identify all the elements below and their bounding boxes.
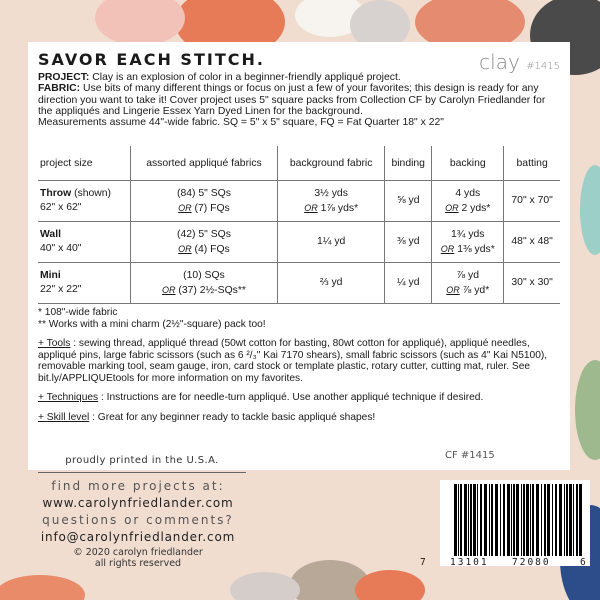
project-label: PROJECT: bbox=[38, 72, 90, 83]
or-label: OR bbox=[178, 243, 192, 254]
instructions-panel bbox=[28, 42, 570, 470]
barcode-bar bbox=[526, 484, 529, 556]
background-cell: 1¼ yd bbox=[278, 222, 385, 263]
skill-text: : Great for any beginner ready to tackle basic appliqué shapes! bbox=[92, 411, 376, 423]
or-label: OR bbox=[440, 243, 455, 254]
barcode-bar bbox=[521, 484, 522, 556]
plus-sign: + bbox=[38, 338, 44, 349]
footnotes bbox=[38, 307, 560, 330]
backing-alt: 2 yds* bbox=[461, 202, 491, 214]
backing-cell bbox=[432, 181, 504, 222]
pattern-code: #1415 bbox=[526, 61, 560, 72]
barcode-bar bbox=[516, 484, 519, 556]
applique-main: (10) SQs bbox=[183, 269, 225, 281]
or-label: OR bbox=[445, 202, 459, 213]
backing-alt: 1⅜ yds* bbox=[457, 243, 495, 255]
size-name: Throw bbox=[40, 188, 72, 199]
or-label: OR bbox=[304, 202, 318, 213]
background-cell bbox=[278, 181, 385, 222]
teal-patch bbox=[580, 165, 600, 255]
barcode-bar bbox=[495, 484, 498, 556]
header-background: background fabric bbox=[278, 146, 385, 181]
barcode-bar bbox=[552, 484, 553, 556]
barcode-check: 6 bbox=[580, 557, 586, 568]
project-text: Clay is an explosion of color in a beginner-friendly appliqué project. bbox=[92, 72, 401, 83]
barcode-bar bbox=[491, 484, 493, 556]
batting-cell: 48" x 48" bbox=[504, 222, 560, 263]
barcode-bar bbox=[579, 484, 582, 556]
barcode-bar bbox=[576, 484, 578, 556]
find-more-label: find more projects at: bbox=[51, 479, 225, 493]
barcode-bar bbox=[530, 484, 531, 556]
backing-main: 1¾ yds bbox=[451, 228, 485, 240]
backing-main: ⅞ yd bbox=[456, 269, 480, 281]
barcode-left: 13101 bbox=[450, 557, 489, 568]
binding-cell: ⅝ yd bbox=[385, 181, 432, 222]
cf-code: CF #1415 bbox=[445, 450, 495, 461]
footnote-1: * 108"-wide fabric bbox=[38, 307, 118, 318]
tools-text: : sewing thread, appliqué thread (50wt cotton for basting, 80wt cotton for appliqué), appliqué needles, appliqué pins, large fabric scissors (such as 6 ²/₃" Kai 7170 shears), small fabric scissors (such as 4" Kai N5100), removable marking tool, seam gauge, iron, card stock or template plastic, rotary cutter, cutting mat, ruler. See bit.ly/APPLIQUEtools for more information on my favorites. bbox=[38, 338, 548, 384]
questions-label: questions or comments? bbox=[42, 513, 234, 527]
plus-sign: + bbox=[38, 411, 44, 423]
pattern-name bbox=[479, 50, 560, 74]
barcode-bar bbox=[523, 484, 525, 556]
background-alt: 1⅞ yds* bbox=[320, 202, 359, 214]
or-label: OR bbox=[446, 284, 460, 295]
barcode-bar bbox=[511, 484, 512, 556]
size-dimensions: 62" x 62" bbox=[40, 202, 82, 213]
size-dimensions: 40" x 40" bbox=[40, 243, 82, 254]
size-cell bbox=[38, 222, 130, 263]
barcode-bar bbox=[470, 484, 472, 556]
backing-alt: ⅞ yd* bbox=[462, 284, 490, 296]
batting-cell: 30" x 30" bbox=[504, 263, 560, 304]
barcode-bar bbox=[460, 484, 462, 556]
email-link[interactable]: info@carolynfriedlander.com bbox=[40, 530, 236, 544]
tools-label: Tools bbox=[46, 338, 71, 349]
brand-title: SAVOR EACH STITCH. bbox=[38, 50, 265, 69]
barcode-bar bbox=[564, 484, 565, 556]
barcode-bar bbox=[566, 484, 568, 556]
barcode-bar bbox=[473, 484, 476, 556]
size-cell bbox=[38, 181, 130, 222]
size-name: Wall bbox=[40, 229, 61, 240]
applique-alt: (7) FQs bbox=[194, 202, 230, 214]
barcode-bar bbox=[489, 484, 490, 556]
header-applique: assorted appliqué fabrics bbox=[130, 146, 277, 181]
pink-patch bbox=[95, 0, 185, 46]
contact-block bbox=[38, 478, 238, 546]
requirements-table bbox=[38, 146, 560, 304]
backing-main: 4 yds bbox=[455, 187, 481, 199]
tools-paragraph bbox=[38, 338, 560, 384]
techniques-text: : Instructions are for needle-turn appliqué. Use another appliqué technique if desired. bbox=[101, 392, 484, 403]
header-batting: batting bbox=[504, 146, 560, 181]
applique-alt: (4) FQs bbox=[194, 243, 230, 255]
header-project-size: project size bbox=[38, 146, 130, 181]
barcode-bar bbox=[573, 484, 574, 556]
printed-in-usa: proudly printed in the U.S.A. bbox=[38, 455, 246, 473]
barcode-bar bbox=[559, 484, 562, 556]
barcode-bar bbox=[454, 484, 457, 556]
barcode-bar bbox=[541, 484, 542, 556]
size-dimensions: 22" x 22" bbox=[40, 284, 82, 295]
pattern-title: clay bbox=[479, 50, 520, 74]
header-backing: backing bbox=[432, 146, 504, 181]
barcode-bar bbox=[513, 484, 515, 556]
barcode-bar bbox=[458, 484, 459, 556]
techniques-paragraph bbox=[38, 392, 560, 404]
measurements-text: Measurements assume 44"-wide fabric. SQ = 5" x 5" square, FQ = Fat Quarter 18" x 22" bbox=[38, 117, 444, 129]
skill-paragraph bbox=[38, 412, 560, 424]
or-label: OR bbox=[161, 284, 176, 295]
footnote-2: ** Works with a mini charm (2½"-square) pack too! bbox=[38, 318, 266, 330]
barcode-lead: 7 bbox=[420, 557, 426, 568]
header-binding: binding bbox=[385, 146, 432, 181]
applique-main: (84) 5" SQs bbox=[177, 187, 231, 199]
fabric-label: FABRIC: bbox=[38, 83, 81, 95]
barcode-bar bbox=[468, 484, 469, 556]
size-cell bbox=[38, 263, 130, 304]
table-header-row bbox=[38, 146, 560, 181]
barcode-bar bbox=[547, 484, 550, 556]
barcode-right: 72080 bbox=[512, 557, 551, 568]
table-row bbox=[38, 222, 560, 263]
batting-cell: 70" x 70" bbox=[504, 181, 560, 222]
barcode-bar bbox=[464, 484, 467, 556]
applique-cell bbox=[130, 222, 277, 263]
barcode-bar bbox=[569, 484, 572, 556]
barcode-bar bbox=[507, 484, 510, 556]
applique-alt: (37) 2½-SQs** bbox=[178, 284, 246, 296]
copyright bbox=[38, 547, 238, 569]
applique-cell bbox=[130, 263, 277, 304]
barcode-bar bbox=[544, 484, 546, 556]
fabric-text: Use bits of many different things or focus on just a few of your favorites; this design is ready for any direction you want to take it! Cover project uses 5" square packs from Collection CF by Carolyn Friedlander for the appliqués and Lingerie Essex Yarn Dyed Linen for the background. bbox=[38, 83, 546, 117]
gray-patch-2 bbox=[230, 572, 300, 600]
green-patch bbox=[575, 360, 600, 460]
techniques-label: Techniques bbox=[46, 392, 99, 403]
barcode-bar bbox=[500, 484, 501, 556]
table-row bbox=[38, 181, 560, 222]
skill-label: Skill level bbox=[46, 411, 90, 423]
applique-cell bbox=[130, 181, 277, 222]
barcode-bar bbox=[477, 484, 478, 556]
backing-cell bbox=[432, 222, 504, 263]
website-link[interactable]: www.carolynfriedlander.com bbox=[42, 496, 234, 510]
size-note: (shown) bbox=[74, 188, 112, 199]
backing-cell bbox=[432, 263, 504, 304]
background-main: 3½ yds bbox=[314, 187, 348, 199]
barcode-bar bbox=[532, 484, 534, 556]
table-row bbox=[38, 263, 560, 304]
binding-cell: ⅜ yd bbox=[385, 222, 432, 263]
or-label: OR bbox=[178, 202, 192, 213]
copyright-line-1: © 2020 carolyn friedlander bbox=[73, 547, 203, 558]
barcode-bar bbox=[503, 484, 505, 556]
background-cell: ⅔ yd bbox=[278, 263, 385, 304]
barcode-bar bbox=[480, 484, 482, 556]
size-name: Mini bbox=[40, 270, 61, 281]
intro-text bbox=[38, 72, 558, 128]
copyright-line-2: all rights reserved bbox=[94, 558, 182, 569]
barcode-bar bbox=[536, 484, 539, 556]
binding-cell: ¼ yd bbox=[385, 263, 432, 304]
applique-main: (42) 5" SQs bbox=[177, 228, 231, 240]
orange-patch-4 bbox=[0, 575, 85, 600]
barcode-bar bbox=[484, 484, 487, 556]
barcode-bar bbox=[555, 484, 557, 556]
plus-sign: + bbox=[38, 392, 44, 403]
notes bbox=[38, 307, 560, 431]
